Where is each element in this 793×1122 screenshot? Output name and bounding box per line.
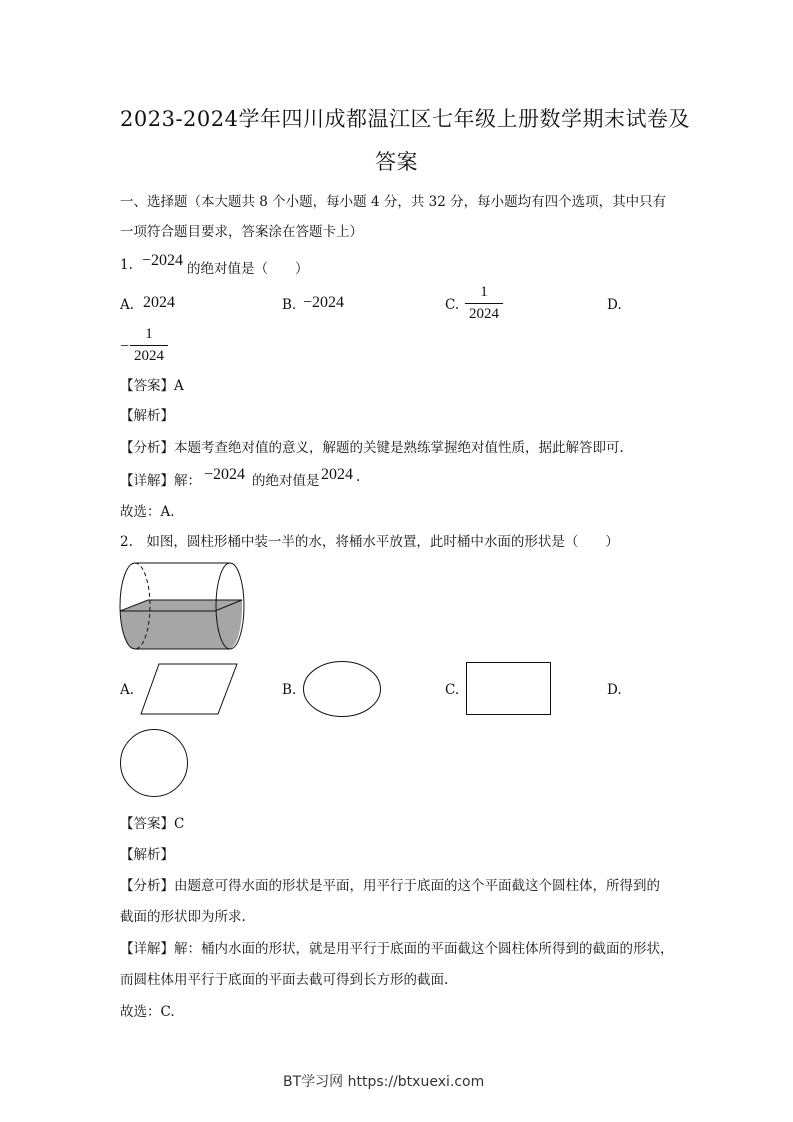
q1-option-c-label: C. (445, 297, 460, 313)
ellipse-shape (302, 660, 382, 718)
page-title-line1: 2023-2024学年四川成都温江区七年级上册数学期末试卷及 (120, 107, 690, 131)
section-instructions-line1: 一、选择题（本大题共 8 个小题，每小题 4 分，共 32 分，每小题均有四个选项，其中只有 (120, 194, 667, 210)
q2-option-d-label: D. (607, 682, 622, 698)
q2-answer: 【答案】C (120, 816, 185, 832)
q1-option-d-fraction (130, 326, 168, 365)
q2-fenxi-line1: 【分析】由题意可得水面的形状是平面，用平行于底面的这个平面截这个圆柱体，所得到的 (120, 878, 660, 894)
q1-detail-expr2: 2024 (321, 466, 353, 483)
fraction-bar (465, 303, 503, 304)
q1-detail-mid: 的绝对值是 (252, 473, 320, 489)
section-instructions-line2: 一项符合题目要求，答案涂在答题卡上） (120, 224, 363, 240)
q2-option-b-label: B. (282, 682, 297, 698)
q2-option-c-label: C. (445, 682, 460, 698)
q1-analysis-heading: 【解析】 (120, 408, 174, 424)
circle-shape (119, 728, 189, 798)
q1-answer: 【答案】A (120, 378, 184, 394)
q1-option-c-numerator: 1 (480, 284, 488, 300)
q1-option-b-label: B. (282, 297, 297, 313)
q2-fenxi-line2: 截面的形状即为所求. (120, 909, 246, 925)
q2-option-a-label: A. (120, 682, 135, 698)
q1-option-d-label: D. (607, 297, 622, 313)
page-title-line2: 答案 (375, 150, 418, 174)
q1-option-d-sign: − (120, 338, 130, 355)
parallelogram-shape (140, 663, 238, 715)
q1-number: 1. (120, 257, 133, 273)
q2-analysis-heading: 【解析】 (120, 847, 174, 863)
q1-fenxi: 【分析】本题考查绝对值的意义，解题的关键是熟练掌握绝对值性质，据此解答即可. (120, 440, 624, 456)
q1-option-d-numerator: 1 (145, 326, 153, 342)
rectangle-shape (466, 662, 552, 716)
q2-choice: 故选：C. (120, 1004, 175, 1020)
q1-option-c-fraction (465, 284, 503, 323)
q1-option-c-denominator: 2024 (469, 306, 499, 322)
q1-choice: 故选：A. (120, 504, 175, 520)
q1-detail-prefix: 【详解】解： (120, 473, 201, 489)
q1-detail-expr1: −2024 (204, 466, 246, 483)
q2-stem: 2. 如图，圆柱形桶中装一半的水，将桶水平放置，此时桶中水面的形状是（ ） (120, 534, 619, 550)
q1-expression: −2024 (142, 252, 184, 269)
q1-option-a-value: 2024 (143, 294, 175, 311)
q1-option-b-value: −2024 (303, 294, 345, 311)
q1-detail-end: . (356, 469, 361, 485)
q1-option-d-denominator: 2024 (134, 348, 164, 364)
fraction-bar (130, 345, 168, 346)
cylinder-figure (118, 562, 248, 652)
q1-stem: 的绝对值是（ ） (187, 261, 309, 277)
q2-detail-line2: 而圆柱体用平行于底面的平面去截可得到长方形的截面. (120, 972, 449, 988)
footer-watermark: BT学习网 https://btxuexi.com (283, 1074, 485, 1090)
q2-detail-line1: 【详解】解：桶内水面的形状，就是用平行于底面的平面截这个圆柱体所得到的截面的形状， (120, 941, 674, 957)
q1-option-a-label: A. (120, 297, 135, 313)
